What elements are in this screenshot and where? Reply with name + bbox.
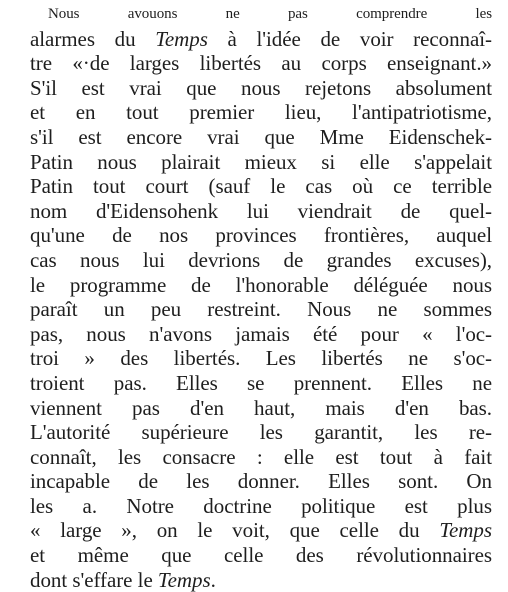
text-line: dont s'effare le Temps. bbox=[30, 567, 216, 592]
text-line: et même que celle des révolutionnaires bbox=[30, 543, 492, 568]
article-paragraph bbox=[30, 2, 492, 592]
text-line: Nous avouons ne pas comprendre les bbox=[48, 6, 492, 22]
text-line: troient pas. Elles se prennent. Elles ne bbox=[30, 370, 492, 395]
text-line: connaît, les consacre : elle est tout à fait bbox=[30, 444, 492, 469]
text-line: viennent pas d'en haut, mais d'en bas. bbox=[30, 395, 492, 420]
text-line: Patin nous plairait mieux si elle s'appelait bbox=[30, 149, 492, 174]
text-line: s'il est encore vrai que Mme Eidenschek- bbox=[30, 124, 492, 149]
text-line: et en tout premier lieu, l'antipatriotisme, bbox=[30, 100, 492, 125]
text-line: nom d'Eidensohenk lui viendrait de quel- bbox=[30, 198, 492, 223]
text-line: les a. Notre doctrine politique est plus bbox=[30, 493, 492, 518]
text-line: cas nous lui devrions de grandes excuses), bbox=[30, 247, 492, 272]
text-line: troi » des libertés. Les libertés ne s'oc- bbox=[30, 346, 492, 371]
text-line: L'autorité supérieure les garantit, les re- bbox=[30, 420, 492, 445]
text-line: S'il est vrai que nous rejetons absolument bbox=[30, 75, 492, 100]
text-line: paraît un peu restreint. Nous ne sommes bbox=[30, 297, 492, 322]
text-line: alarmes du Temps à l'idée de voir reconnaî- bbox=[30, 26, 492, 51]
text-line: Patin tout court (sauf le cas où ce terrible bbox=[30, 174, 492, 199]
text-line: tre «·de larges libertés au corps enseignant.» bbox=[30, 51, 492, 76]
newspaper-title-italic: Temps bbox=[157, 567, 211, 592]
newspaper-title-italic: Temps bbox=[155, 26, 208, 51]
newspaper-title-italic: Temps bbox=[439, 518, 492, 543]
text-line: le programme de l'honorable déléguée nous bbox=[30, 272, 492, 297]
text-line: « large », on le voit, que celle du Temps bbox=[30, 518, 492, 543]
text-line: pas, nous n'avons jamais été pour « l'oc- bbox=[30, 321, 492, 346]
text-line: qu'une de nos provinces frontières, auquel bbox=[30, 223, 492, 248]
text-line: incapable de les donner. Elles sont. On bbox=[30, 469, 492, 494]
